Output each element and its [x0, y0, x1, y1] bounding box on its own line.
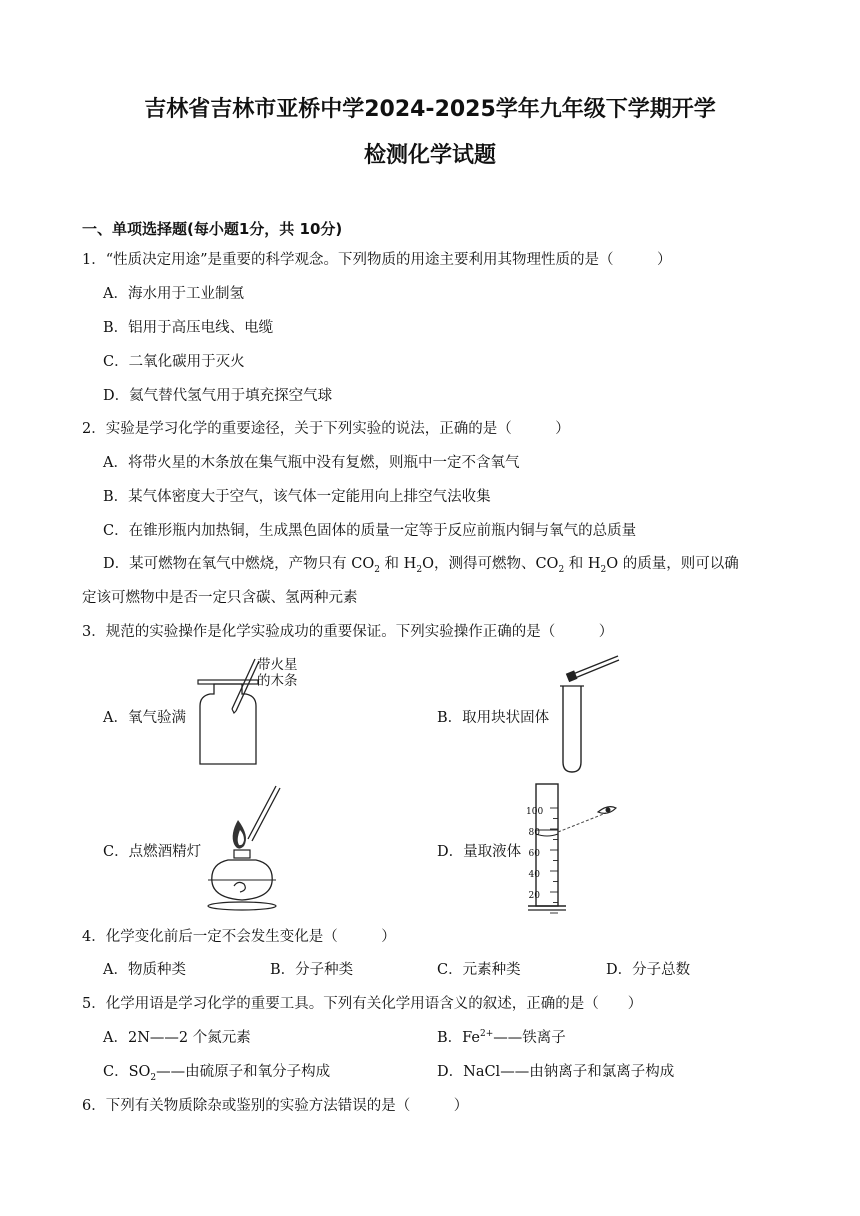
graduated-cylinder-illustration	[524, 780, 634, 915]
q5-stem: 5．化学用语是学习化学的重要工具。下列有关化学用语含义的叙述，正确的是（ ）	[82, 996, 643, 1012]
q1-option-a: A．海水用于工业制氢	[103, 286, 244, 302]
q4-option-b: B．分子种类	[270, 962, 354, 978]
q4-option-c: C．元素种类	[437, 962, 521, 978]
q5-option-d: D．NaCl——由钠离子和氯离子构成	[437, 1064, 675, 1080]
q6-stem: 6．下列有关物质除杂或鉴别的实验方法错误的是（ ）	[82, 1098, 469, 1114]
cylinder-tick-100: 100	[526, 807, 544, 817]
alcohol-lamp-illustration	[200, 784, 300, 914]
q4-option-a: A．物质种类	[103, 962, 186, 978]
q5-option-b: B．$Fe^{2+}——$铁离子	[437, 1029, 566, 1046]
q3-a-label: 带火星 的木条	[257, 657, 298, 689]
cylinder-tick-20: 20	[528, 891, 540, 901]
q5-option-a: A．2N——2 个氮元素	[103, 1030, 251, 1046]
cylinder-scale	[526, 802, 544, 907]
title-line-1: 吉林省吉林市亚桥中学2024-2025学年九年级下学期开学	[144, 97, 716, 122]
q1-option-d: D．氦气替代氢气用于填充探空气球	[103, 388, 333, 404]
q2-option-a: A．将带火星的木条放在集气瓶中没有复燃，则瓶中一定不含氧气	[103, 455, 520, 471]
q3-option-c: C．点燃酒精灯	[103, 844, 202, 860]
q2-option-d: D．某可燃物在氧气中燃烧，产物只有 $CO_2$ 和 $H_2O$，测得可燃物、$CO_2$ 和 $H_2O$ 的质量，则可以确	[103, 556, 739, 575]
q5-option-c: C．$SO_2——$由硫原子和氧分子构成	[103, 1064, 331, 1083]
q3-stem: 3．规范的实验操作是化学实验成功的重要保证。下列实验操作正确的是（ ）	[82, 624, 614, 640]
q4-option-d: D．分子总数	[606, 962, 691, 978]
q2-option-c: C．在锥形瓶内加热铜，生成黑色固体的质量一定等于反应前瓶内铜与氧气的总质量	[103, 523, 637, 539]
title-line-2: 检测化学试题	[363, 143, 496, 168]
q1-stem: 1．“性质决定用途”是重要的科学观念。下列物质的用途主要利用其物理性质的是（ ）	[82, 252, 672, 268]
cylinder-tick-80: 80	[528, 828, 540, 838]
cylinder-tick-60: 60	[528, 849, 540, 859]
q4-stem: 4．化学变化前后一定不会发生变化是（ ）	[82, 929, 396, 945]
q2-option-b: B．某气体密度大于空气，该气体一定能用向上排空气法收集	[103, 489, 491, 505]
q1-option-b: B．铝用于高压电线、电缆	[103, 320, 274, 336]
q2-stem: 2．实验是学习化学的重要途径，关于下列实验的说法，正确的是（ ）	[82, 421, 570, 437]
q2-option-d-continued: 定该可燃物中是否一定只含碳、氢两种元素	[82, 590, 358, 606]
cylinder-tick-40: 40	[528, 870, 540, 880]
q3-option-a: A．氧气验满	[103, 710, 186, 726]
q3-option-b: B．取用块状固体	[437, 710, 550, 726]
q3-option-d: D．量取液体	[437, 844, 522, 860]
test-tube-illustration	[555, 652, 635, 777]
section-heading: 一、单项选择题(每小题1分，共 10分)	[82, 220, 343, 238]
q1-option-c: C．二氧化碳用于灭火	[103, 354, 245, 370]
